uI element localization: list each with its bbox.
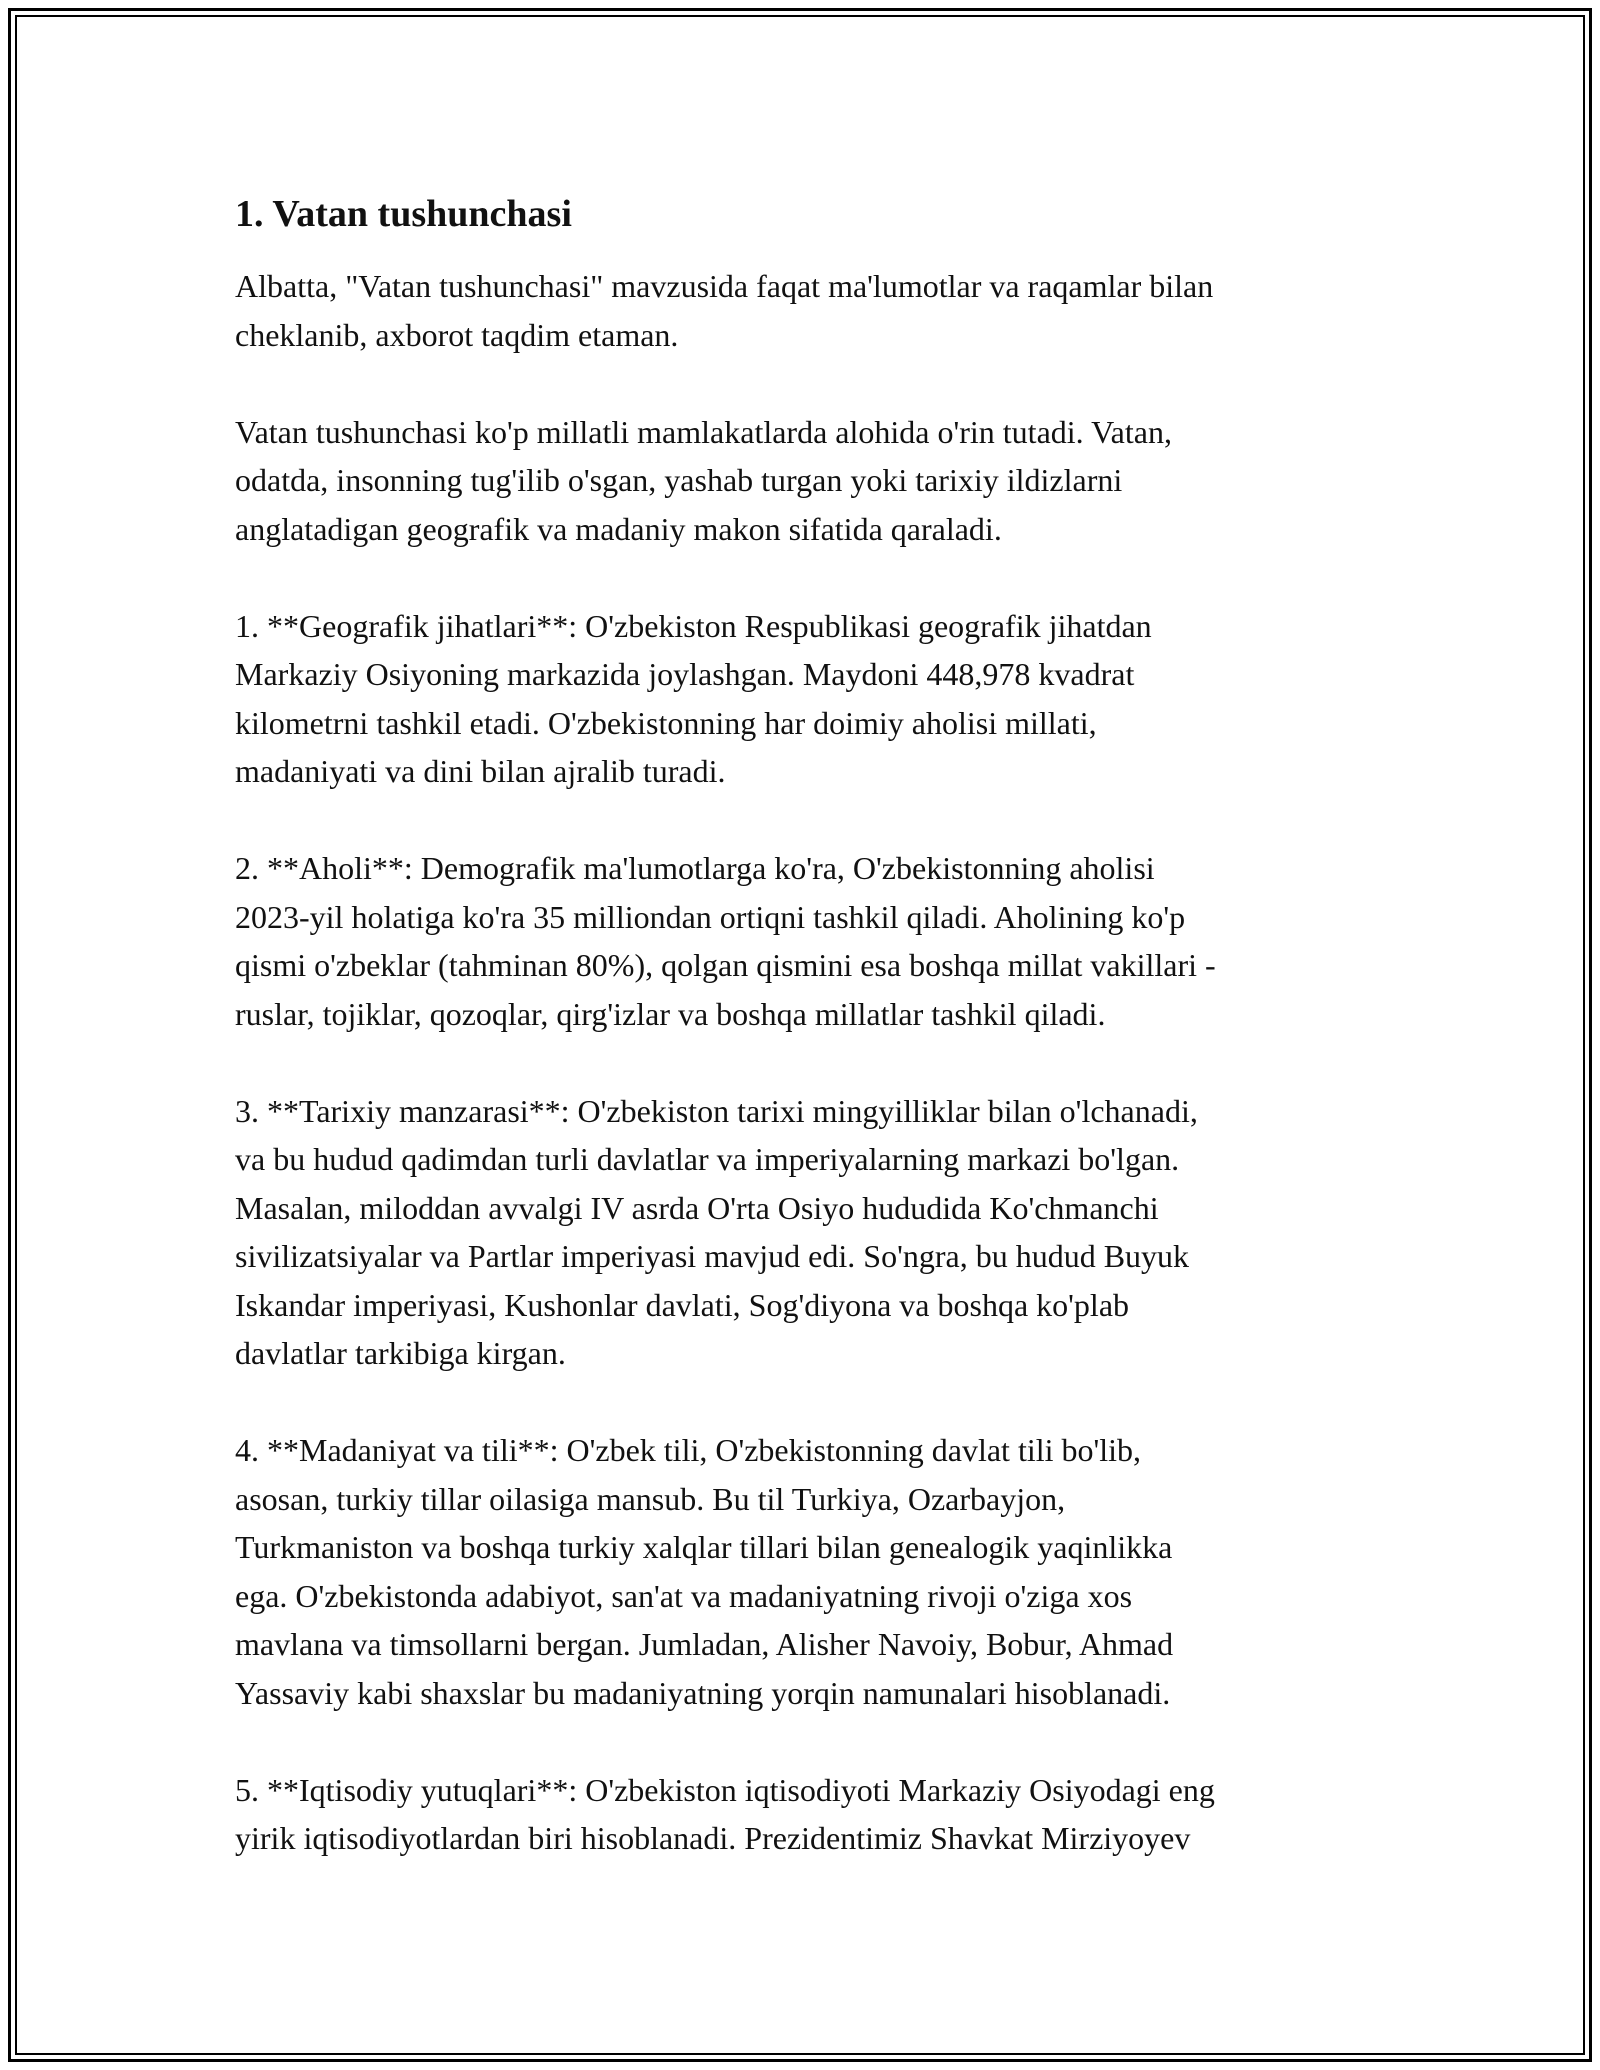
paragraph-vatan-definition	[235, 408, 1375, 554]
text-line: sivilizatsiyalar va Partlar imperiyasi mavjud edi. So'ngra, bu hudud Buyuk	[235, 1238, 1190, 1274]
text-line: asosan, turkiy tillar oilasiga mansub. Bu til Turkiya, Ozarbayjon,	[235, 1480, 1066, 1517]
text-line: Turkmaniston va boshqa turkiy xalqlar tillari bilan genealogik yaqinlikka	[235, 1529, 1173, 1565]
text-line: cheklanib, axborot taqdim etaman.	[235, 316, 679, 353]
text-line: yirik iqtisodiyotlardan biri hisoblanadi. Prezidentimiz Shavkat Mirziyoyev	[235, 1820, 1191, 1856]
paragraph-tarixiy	[235, 1087, 1375, 1378]
text-line: Markaziy Osiyoning markazida joylashgan. Maydoni 448,978 kvadrat	[235, 656, 1135, 692]
document-body	[235, 188, 1375, 1863]
paragraph-madaniyat	[235, 1426, 1375, 1717]
text-line: 1. **Geografik jihatlari**: O'zbekiston Respublikasi geografik jihatdan	[235, 607, 1152, 644]
text-line: Albatta, "Vatan tushunchasi" mavzusida faqat ma'lumotlar va raqamlar bilan	[235, 268, 1214, 304]
text-line: Iskandar imperiyasi, Kushonlar davlati, Sog'diyona va boshqa ko'plab	[235, 1286, 1130, 1323]
text-line: 2. **Aholi**: Demografik ma'lumotlarga ko'ra, O'zbekistonning aholisi	[235, 850, 1155, 886]
text-line: Masalan, miloddan avvalgi IV asrda O'rta Osiyo hududida Ko'chmanchi	[235, 1189, 1159, 1226]
text-line: mavlana va timsollarni bergan. Jumladan, Alisher Navoiy, Bobur, Ahmad	[235, 1626, 1174, 1662]
text-line: Vatan tushunchasi ko'p millatli mamlakatlarda alohida o'rin tutadi. Vatan,	[235, 413, 1172, 450]
text-line: anglatadigan geografik va madaniy makon sifatida qaraladi.	[235, 510, 1002, 547]
paragraph-iqtisodiy	[235, 1766, 1375, 1863]
text-line: madaniyati va dini bilan ajralib turadi.	[235, 753, 726, 789]
text-line: 5. **Iqtisodiy yutuqlari**: O'zbekiston iqtisodiyoti Markaziy Osiyodagi eng	[235, 1771, 1215, 1808]
paragraph-aholi	[235, 844, 1375, 1038]
text-line: va bu hudud qadimdan turli davlatlar va imperiyalarning markazi bo'lgan.	[235, 1141, 1180, 1177]
text-line: davlatlar tarkibiga kirgan.	[235, 1335, 566, 1371]
text-line: Yassaviy kabi shaxslar bu madaniyatning yorqin namunalari hisoblanadi.	[235, 1674, 1171, 1711]
document-heading: 1. Vatan tushunchasi	[235, 193, 572, 235]
text-line: ruslar, tojiklar, qozoqlar, qirg'izlar va boshqa millatlar tashkil qiladi.	[235, 995, 1106, 1032]
paragraph-geografik	[235, 602, 1375, 796]
paragraph-intro	[235, 262, 1375, 359]
text-line: 4. **Madaniyat va tili**: O'zbek tili, O'zbekistonning davlat tili bo'lib,	[235, 1432, 1142, 1468]
text-line: kilometrni tashkil etadi. O'zbekistonning har doimiy aholisi millati,	[235, 704, 1097, 741]
text-line: ega. O'zbekistonda adabiyot, san'at va madaniyatning rivoji o'ziga xos	[235, 1577, 1133, 1614]
text-line: 3. **Tarixiy manzarasi**: O'zbekiston tarixi mingyilliklar bilan o'lchanadi,	[235, 1092, 1198, 1129]
text-line: odatda, insonning tug'ilib o'sgan, yashab turgan yoki tarixiy ildizlarni	[235, 462, 1123, 498]
text-line: 2023-yil holatiga ko'ra 35 milliondan ortiqni tashkil qiladi. Aholining ko'p	[235, 898, 1186, 935]
text-line: qismi o'zbeklar (tahminan 80%), qolgan qismini esa boshqa millat vakillari -	[235, 947, 1216, 983]
